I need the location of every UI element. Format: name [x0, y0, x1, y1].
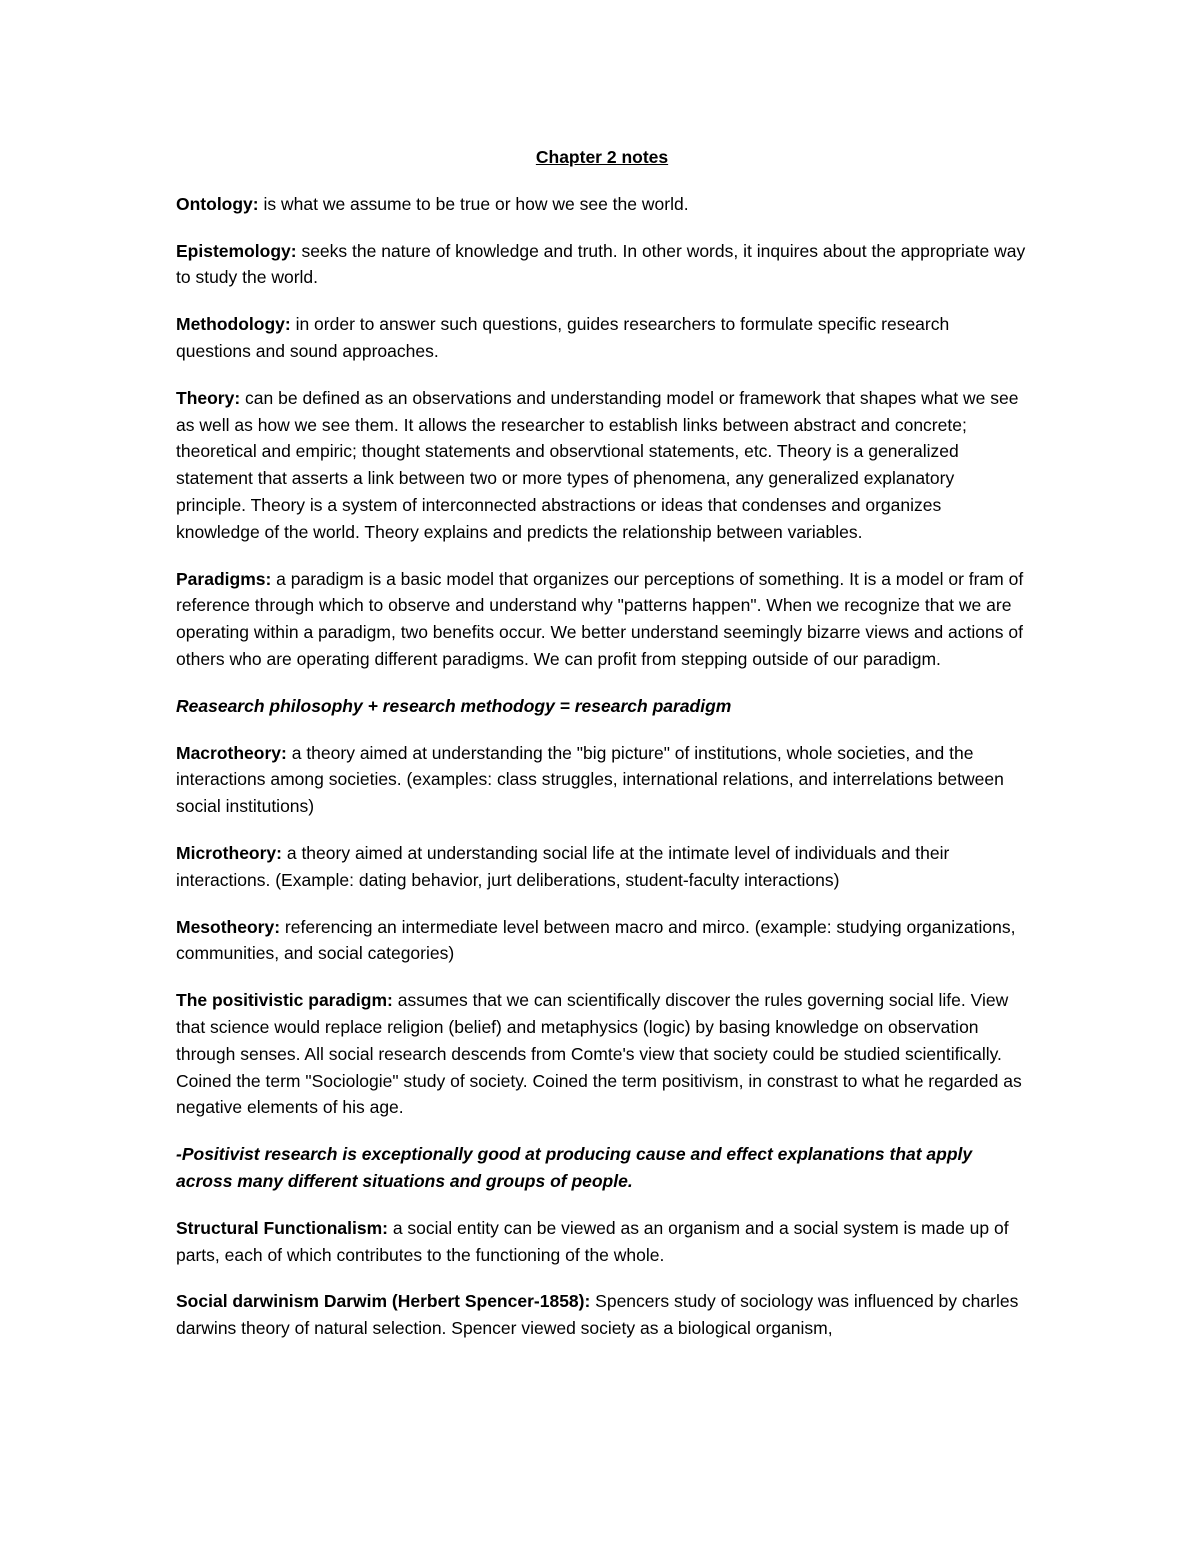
definition-positivistic: assumes that we can scientifically discover the rules governing social life. View that science would replace religion (belief) and metaphysics (logic) by basing knowledge on observation through senses. All social research descends from Comte's view that society could be studied scientifically. Coined the term "Sociologie" study of society. Coined the term positivism, in constrast to what he regarded as negative elements of his age.: [176, 990, 1022, 1118]
paragraph-epistemology: [176, 238, 1028, 292]
paragraph-paradigms: [176, 566, 1028, 673]
term-social-darwinism: Social darwinism Darwim (Herbert Spencer-1858):: [176, 1291, 591, 1312]
definition-macrotheory: a theory aimed at understanding the "big picture" of institutions, whole societies, and the interactions among societies. (examples: class struggles, international relations, and interrelations between social institutions): [176, 742, 1004, 817]
definition-social-darwinism: Spencers study of sociology was influenced by charles darwins theory of natural selection. Spencer viewed society as a biological organism,: [176, 1291, 1019, 1339]
term-theory: Theory:: [176, 387, 241, 408]
paragraph-ontology: [176, 191, 1028, 218]
definition-microtheory: a theory aimed at understanding social life at the intimate level of individuals and their interactions. (Example: dating behavior, jurt deliberations, student-faculty interactions): [176, 842, 950, 890]
definition-methodology: in order to answer such questions, guides researchers to formulate specific research questions and sound approaches.: [176, 314, 950, 361]
definition-theory: can be defined as an observations and understanding model or framework that shapes what we see as well as how we see them. It allows the researcher to establish links between abstract and concrete; theoretical and empiric; thought statements and observtional statements, etc. Theory is a generalized statement that asserts a link between two or more types of phenomena, any generalized explanatory principle. Theory is a system of interconnected abstractions or ideas that condenses and organizes knowledge of the world. Theory explains and predicts the relationship between variables.: [176, 387, 1019, 542]
document-body: [176, 144, 1028, 1362]
definition-epistemology: seeks the nature of knowledge and truth. In other words, it inquires about the appropriate way to study the world.: [176, 240, 1026, 288]
term-ontology: Ontology:: [176, 193, 259, 214]
term-paradigms: Paradigms:: [176, 568, 272, 589]
definition-paradigms: a paradigm is a basic model that organizes our perceptions of something. It is a model or fram of reference through which to observe and understand why "patterns happen". When we recognize that we are operating within a paradigm, two benefits occur. We better understand seemingly bizarre views and actions of others who are operating different paradigms. We can profit from stepping outside of our paradigm.: [176, 568, 1024, 669]
page-title: Chapter 2 notes: [535, 147, 669, 167]
definition-ontology: is what we assume to be true or how we see the world.: [258, 193, 689, 214]
definition-structural-functionalism: a social entity can be viewed as an organism and a social system is made up of parts, each of which contributes to the functioning of the whole.: [176, 1217, 1009, 1265]
paragraph-social-darwinism: [176, 1288, 1028, 1342]
paragraph-macrotheory: [176, 740, 1028, 820]
positivist-note: -Positivist research is exceptionally good at producing cause and effect explanations that apply across many different situations and groups of people.: [176, 1144, 973, 1191]
paragraph-methodology: [176, 311, 1028, 365]
paradigm-equation: Reasearch philosophy + research methodogy = research paradigm: [176, 695, 732, 716]
paragraph-theory: [176, 385, 1028, 546]
term-macrotheory: Macrotheory:: [176, 742, 287, 763]
term-mesotheory: Mesotheory:: [176, 916, 281, 937]
definition-mesotheory: referencing an intermediate level between macro and mirco. (example: studying organizations, communities, and social categories): [176, 916, 1016, 964]
term-methodology: Methodology:: [176, 314, 291, 335]
term-structural-functionalism: Structural Functionalism:: [176, 1217, 388, 1238]
paragraph-mesotheory: [176, 914, 1028, 968]
term-positivistic: The positivistic paradigm:: [176, 990, 393, 1011]
paragraph-positivistic: [176, 987, 1028, 1121]
paragraph-structural-functionalism: [176, 1215, 1028, 1269]
paragraph-microtheory: [176, 840, 1028, 894]
term-microtheory: Microtheory:: [176, 842, 282, 863]
term-epistemology: Epistemology:: [176, 240, 297, 261]
